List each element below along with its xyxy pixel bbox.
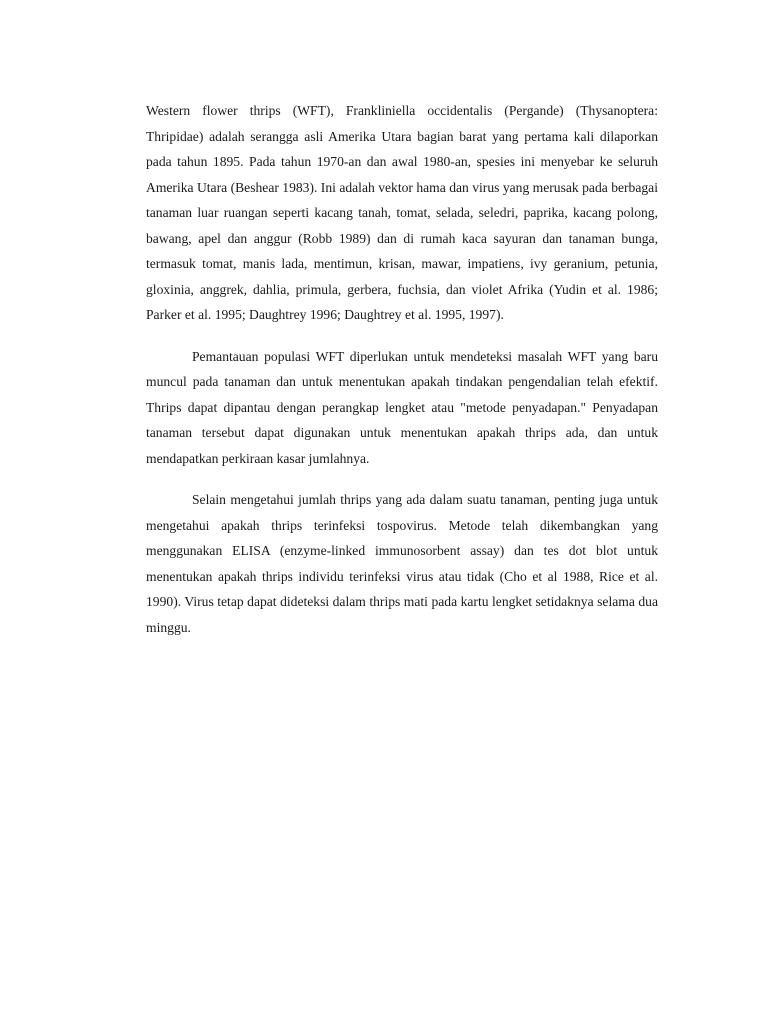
paragraph-tospovirus-detection: Selain mengetahui jumlah thrips yang ada dalam suatu tanaman, penting juga untuk mengetahui apakah thrips terinfeksi tospovirus. Metode telah dikembangkan yang menggunakan ELISA (enzyme-linked immunosorbent assay) dan tes dot blot untuk menentukan apakah thrips individu terinfeksi virus atau tidak (Cho et al 1988, Rice et al. 1990). Virus tetap dapat dideteksi dalam thrips mati pada kartu lengket setidaknya selama dua minggu. (146, 492, 658, 635)
paragraph-population-monitoring: Pemantauan populasi WFT diperlukan untuk mendeteksi masalah WFT yang baru muncul pada tanaman dan untuk menentukan apakah tindakan pengendalian telah efektif. Thrips dapat dipantau dengan perangkap lengket atau "metode penyadapan." Penyadapan tanaman tersebut dapat digunakan untuk menentukan apakah thrips ada, dan untuk mendapatkan perkiraan kasar jumlahnya. (146, 348, 658, 466)
document-body (146, 98, 658, 640)
paragraph-wft-introduction: Western flower thrips (WFT), Frankliniella occidentalis (Pergande) (Thysanoptera: Thripidae) adalah serangga asli Amerika Utara bagian barat yang pertama kali dilaporkan pada tahun 1895. Pada tahun 1970-an dan awal 1980-an, spesies ini menyebar ke seluruh Amerika Utara (Beshear 1983). Ini adalah vektor hama dan virus yang merusak pada berbagai tanaman luar ruangan seperti kacang tanah, tomat, selada, seledri, paprika, kacang polong, bawang, apel dan anggur (Robb 1989) dan di rumah kaca sayuran dan tanaman bunga, termasuk tomat, manis lada, mentimun, krisan, mawar, impatiens, ivy geranium, petunia, gloxinia, anggrek, dahlia, primula, gerbera, fuchsia, dan violet Afrika (Yudin et al. 1986; Parker et al. 1995; Daughtrey 1996; Daughtrey et al. 1995, 1997). (146, 103, 658, 322)
